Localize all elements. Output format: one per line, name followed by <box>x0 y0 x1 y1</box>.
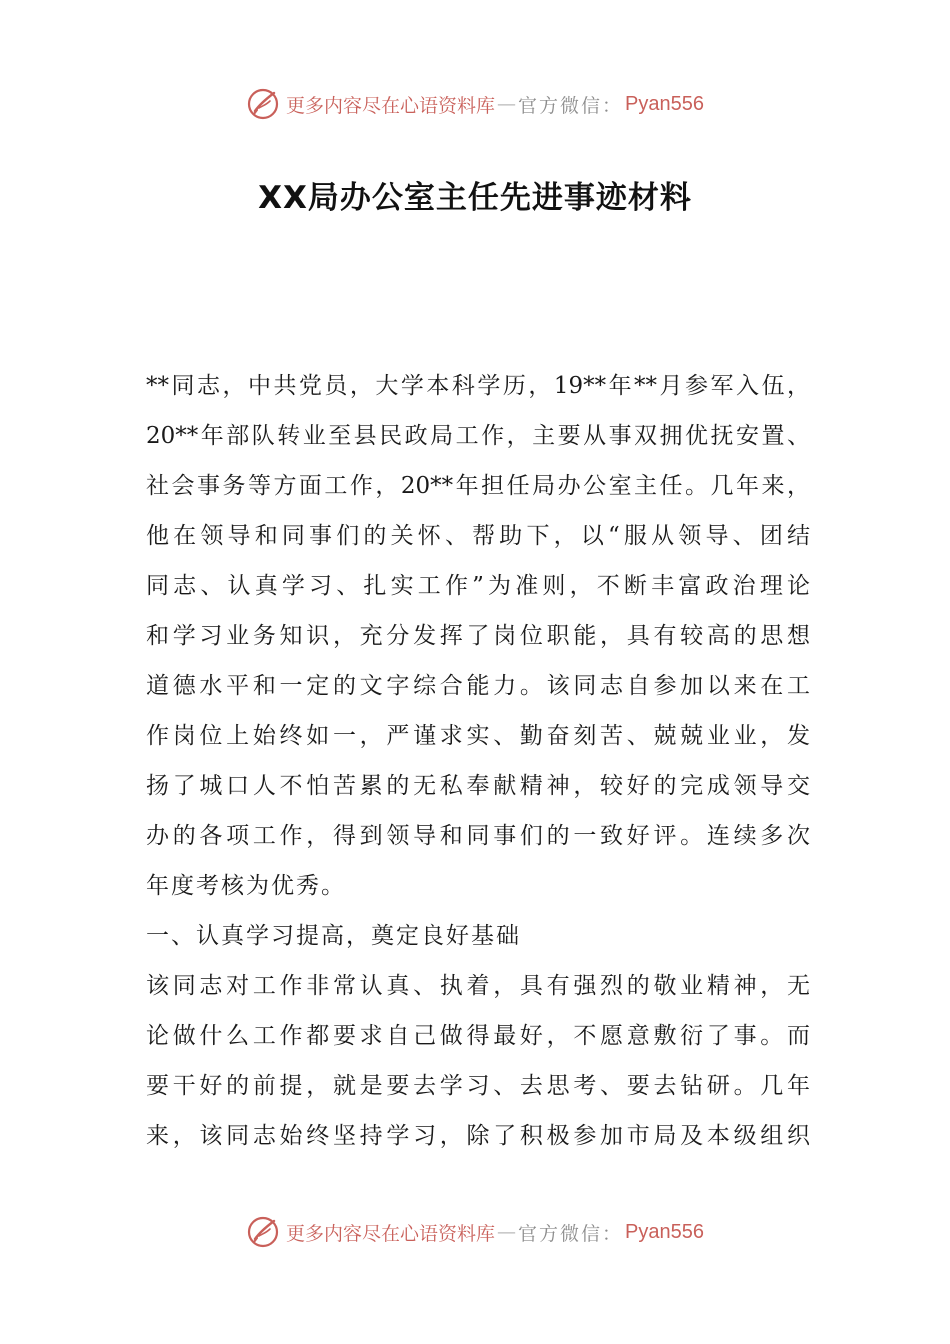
watermark-dash: — <box>497 1221 517 1243</box>
watermark-wechat-id: Pyan556 <box>625 1220 704 1243</box>
body-line: 办的各项工作，得到领导和同事们的一致好评。连续多次 <box>146 823 810 849</box>
body-line: 和学习业务知识，充分发挥了岗位职能，具有较高的思想 <box>146 623 810 649</box>
watermark-wechat-label: 官方微信： <box>518 1222 624 1245</box>
document-title: XX局办公室主任先进事迹材料 <box>258 180 692 216</box>
body-line: 扬了城口人不怕苦累的无私奉献精神，较好的完成领导交 <box>146 773 810 799</box>
body-line: 来，该同志始终坚持学习，除了积极参加市局及本级组织 <box>146 1123 810 1149</box>
body-line: 20**年部队转业至县民政局工作，主要从事双拥优抚安置、 <box>146 423 810 449</box>
body-line: 道德水平和一定的文字综合能力。该同志自参加以来在工 <box>146 673 810 699</box>
body-line: 年度考核为优秀。 <box>146 873 346 899</box>
body-line: 要干好的前提，就是要去学习、去思考、要去钻研。几年 <box>146 1073 810 1099</box>
header-watermark <box>0 84 950 124</box>
body-line: 社会事务等方面工作，20**年担任局办公室主任。几年来， <box>146 473 810 499</box>
body-line: 该同志对工作非常认真、执着，具有强烈的敬业精神，无 <box>146 973 810 999</box>
watermark-wechat-label: 官方微信： <box>518 94 624 117</box>
watermark-wechat-id: Pyan556 <box>625 92 704 115</box>
body-line: 他在领导和同事们的关怀、帮助下，以“服从领导、团结 <box>146 523 810 549</box>
footer-watermark <box>0 1212 950 1252</box>
quill-logo-icon <box>246 87 280 121</box>
quill-logo-icon <box>246 1215 280 1249</box>
body-line: 论做什么工作都要求自己做得最好，不愿意敷衍了事。而 <box>146 1023 810 1049</box>
watermark-site-name: 更多内容尽在心语资料库 <box>286 94 496 117</box>
watermark-dash: — <box>497 93 517 115</box>
body-line: 作岗位上始终如一，严谨求实、勤奋刻苦、兢兢业业，发 <box>146 723 810 749</box>
body-line: 同志、认真学习、扎实工作”为准则，不断丰富政治理论 <box>146 573 810 599</box>
body-line: **同志，中共党员，大学本科学历，19**年**月参军入伍， <box>146 373 810 399</box>
document-body <box>146 361 810 1161</box>
watermark-site-name: 更多内容尽在心语资料库 <box>286 1222 496 1245</box>
body-line: 一、认真学习提高，奠定良好基础 <box>146 923 521 949</box>
